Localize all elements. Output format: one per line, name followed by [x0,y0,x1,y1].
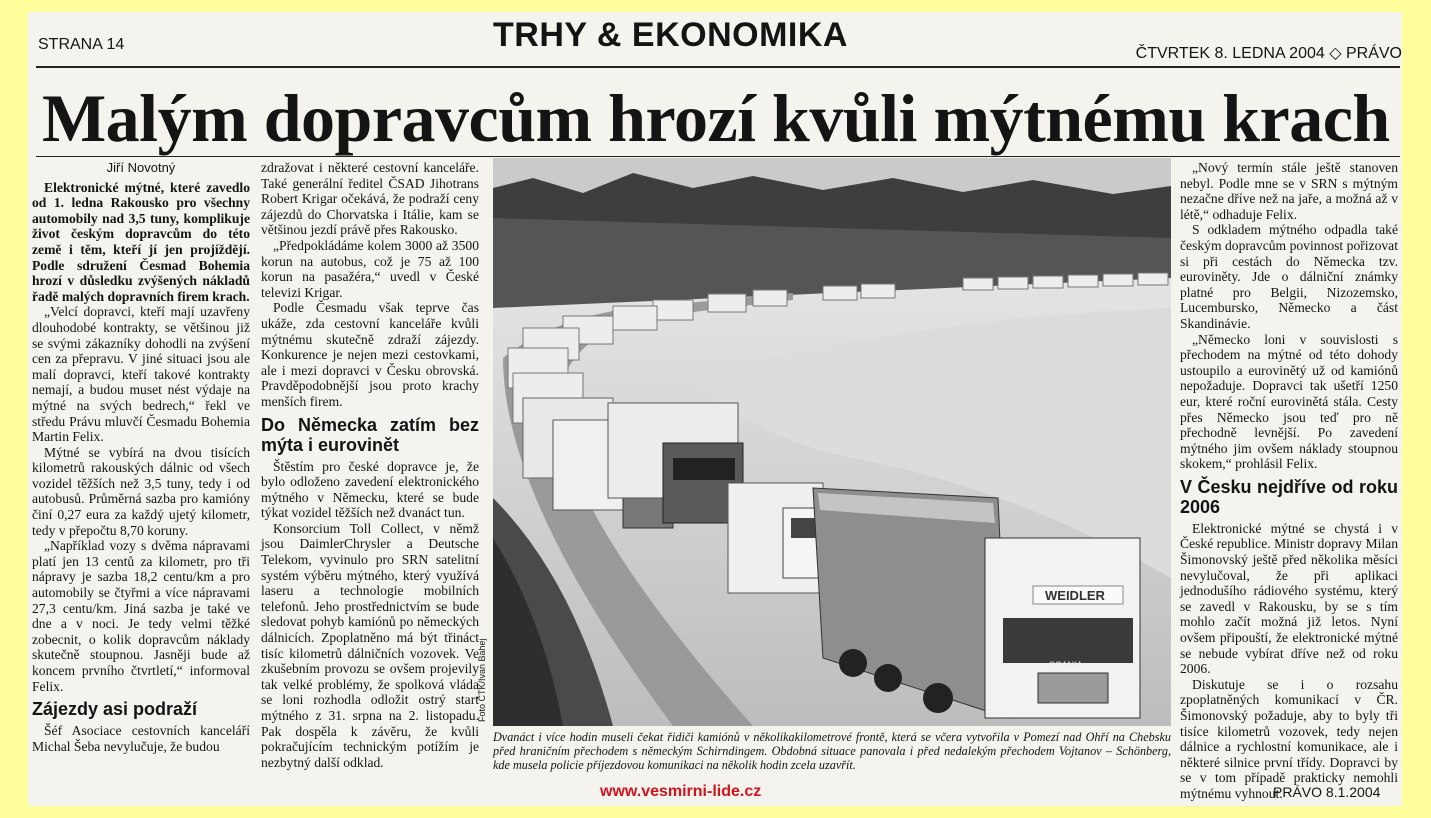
article-column-3 [1180,160,1398,802]
byline: Jiří Novotný [106,160,176,175]
paragraph: „Nový termín stále ještě stanoven nebyl. Podle mne se v SRN s mýtným nezačne dříve než na jaře, a možná až v létě,“ odhaduje Felix. [1180,160,1398,222]
paragraph: „Předpokládáme kolem 3000 až 3500 korun na autobus, což je 75 až 100 korun na pasažéra,“ uvedl v České televizi Krigar. [261,237,479,300]
paragraph: Šéf Asociace cestovních kanceláří Michal Šeba nevylučuje, že budou [32,723,250,754]
headline: Malým dopravcům hrozí kvůli mýtnému krach [42,80,1390,156]
paragraph: „Německo loni v souvislosti s přechodem na mýtné od této dohody ustoupilo a eurovinětý už od kamiónů nepožaduje. Dopravci tak ušetří 1250 eur, které roční eurovinětá stála. Cesty přes Německo jsou teď pro ně přechodně levnější. Po zavedení mýtného jim ovšem náklady stoupnou skokem,“ prohlásil Felix. [1180,331,1398,472]
headline-rule [36,156,1400,157]
paragraph: „Velcí dopravci, kteří mají uzavřeny dlouhodobé kontrakty, se většinou již se svými zákazníky dohodli na zvýšení cen za přepravu. V jiné situaci jsou ale malí dopravci, kteří takové kontrakty nemají, a budou muset nést výdaje na mýtné na svých bedrech,“ řekl ve středu Právu mluvčí Česmadu Bohemia Martin Felix. [32,304,250,445]
paragraph: Podle Česmadu však teprve čas ukáže, zda cestovní kanceláře kvůli mýtnému skutečně zdraží zájezdy. Konkurence je nejen mezi cestovkami, ale i mezi dopravci v Česku obrovská. Pravděpodobnější jsou proto krachy menších firem. [261,300,479,409]
paragraph: Štěstím pro české dopravce je, že bylo odloženo zavedení elektronického mýtného v Německu, které se bude týkat vozidel těžších než dvanáct tun. [261,458,479,521]
photo-illustration [493,158,1171,726]
photo-credit: Foto ČTK/Ivan Bahej [477,638,487,722]
page-number: STRANA 14 [38,36,125,53]
paper-name: PRÁVO [1345,45,1402,62]
lead-paragraph: Elektronické mýtné, které zavedlo od 1. ledna Rakousko pro všechny automobily nad 3,5 tuny, komplikuje život českým dopravcům do této země i těm, kteří jí jen projíždějí. Podle sdružení Česmad Bohemia hrozí v důsledku zvýšených nákladů řadě malých dopravních firem krach. [32,179,250,304]
subheading: Do Německa zatím bez mýta i eurovinět [261,414,479,455]
paragraph: S odkladem mýtného odpadla také českým dopravcům povinnost pořizovat si při cestách do Německa tzv. euroviněty. Jde o dálniční známky platné pro Belgii, Nizozemsko, Lucembursko, Německo a část Skandinávie. [1180,222,1398,331]
truck-label: WEIDLER [1045,588,1105,603]
article-column-1 [32,160,250,754]
source-note: PRÁVO 8.1.2004 [1273,784,1381,800]
truck-queue-photo [493,158,1171,726]
subheading: V Česku nejdříve od roku 2006 [1180,476,1398,517]
website-link[interactable]: www.vesmirni-lide.cz [600,783,762,800]
newspaper-page [28,12,1402,806]
paragraph: „Například vozy s dvěma nápravami platí jen 13 centů za kilometr, pro tři nápravy je sazba 18,2 centu/km a pro automobily se čtyřmi a více nápravami 27,3 centu/km. Jiná sazba je také ve dne a v noci. Je tedy velmi těžké zobecnit, o kolik dopravcům náklady skutečně stoupnou. Jasněji bude až koncem prvního čtvrtletí,“ informoval Felix. [32,538,250,694]
cab-label: SCANIA [1049,660,1083,670]
paragraph: zdražovat i některé cestovní kanceláře. Také generální ředitel ČSAD Jihotrans Robert Krigar očekává, že podraží ceny zájezdů do Chorvatska i Itálie, kam se většinou jezdí právě přes Rakousko. [261,160,479,238]
subheading: Zájezdy asi podraží [32,699,198,720]
photo-caption: Dvanáct i více hodin museli čekat řidiči kamiónů v několikakilometrové frontě, která se včera vytvořila v Pomezí nad Ohří na Chebsku před hraničním přechodem s německým Schirndingem. Obdobná situace panovala i před nedalekým přechodem Vojtanov – Schönberg, kde musela policie příjezdovou komunikaci na několik hodin zcela uzavřít. [493,730,1171,773]
paragraph: Elektronické mýtné se chystá i v České republice. Ministr dopravy Milan Šimonovský ještě před několika měsíci nevylučoval, že při aplikaci jednodušího rádiového systému, který se zavedl v Rakousku, by se s tím mohlo začít možná již letos. Nyní ovšem připouští, že elektronické mýtné se nebude vybírat dříve než od roku 2006. [1180,520,1398,677]
paragraph: Diskutuje se i o rozsahu zpoplatněných komunikací v ČR. Šimonovský požaduje, aby to byly tři tisíce kilometrů vozovek, tedy nejen dálnice a rychlostní komunikace, ale i některé silnice první třídy. Dopravci by se v tom případě prakticky nemohli mýtnému vyhnout. [1180,676,1398,801]
paragraph: Konsorcium Toll Collect, v němž jsou DaimlerChrysler a Deutsche Telekom, vyvinulo pro SRN satelitní systém výběru mýtného, který využívá laseru a technologie mobilních telefonů. Jeho prostřednictvím se bude sledovat pohyb kamiónů po německých dálnicích. Zpoplatněno má být třináct tisíc kilometrů dálničních vozovek. Ve zkušebním provozu se ovšem projevily tak velké problémy, že spolková vláda se loni rozhodla odložit ostrý start mýtného z 31. srpna na 2. listopadu. Pak dospěla k závěru, že kvůli pokračujícím technickým potížím je nezbytný další odklad. [261,520,479,770]
article-column-2 [261,160,479,770]
header-rule [36,66,1400,68]
section-title: TRHY & EKONOMIKA [493,16,848,54]
paragraph: Mýtné se vybírá na dvou tisících kilometrů rakouských dálnic od všech vozidel těžších než 3,5 tuny, tedy i od autobusů. Průměrná sazba pro kamióny činí 0,27 eura za každý ujetý kilometr, tedy v přepočtu 8,70 koruny. [32,444,250,538]
diamond-icon: ◇ [1329,45,1342,62]
date-text: ČTVRTEK 8. LEDNA 2004 [1135,45,1325,62]
issue-date [1136,43,1402,63]
